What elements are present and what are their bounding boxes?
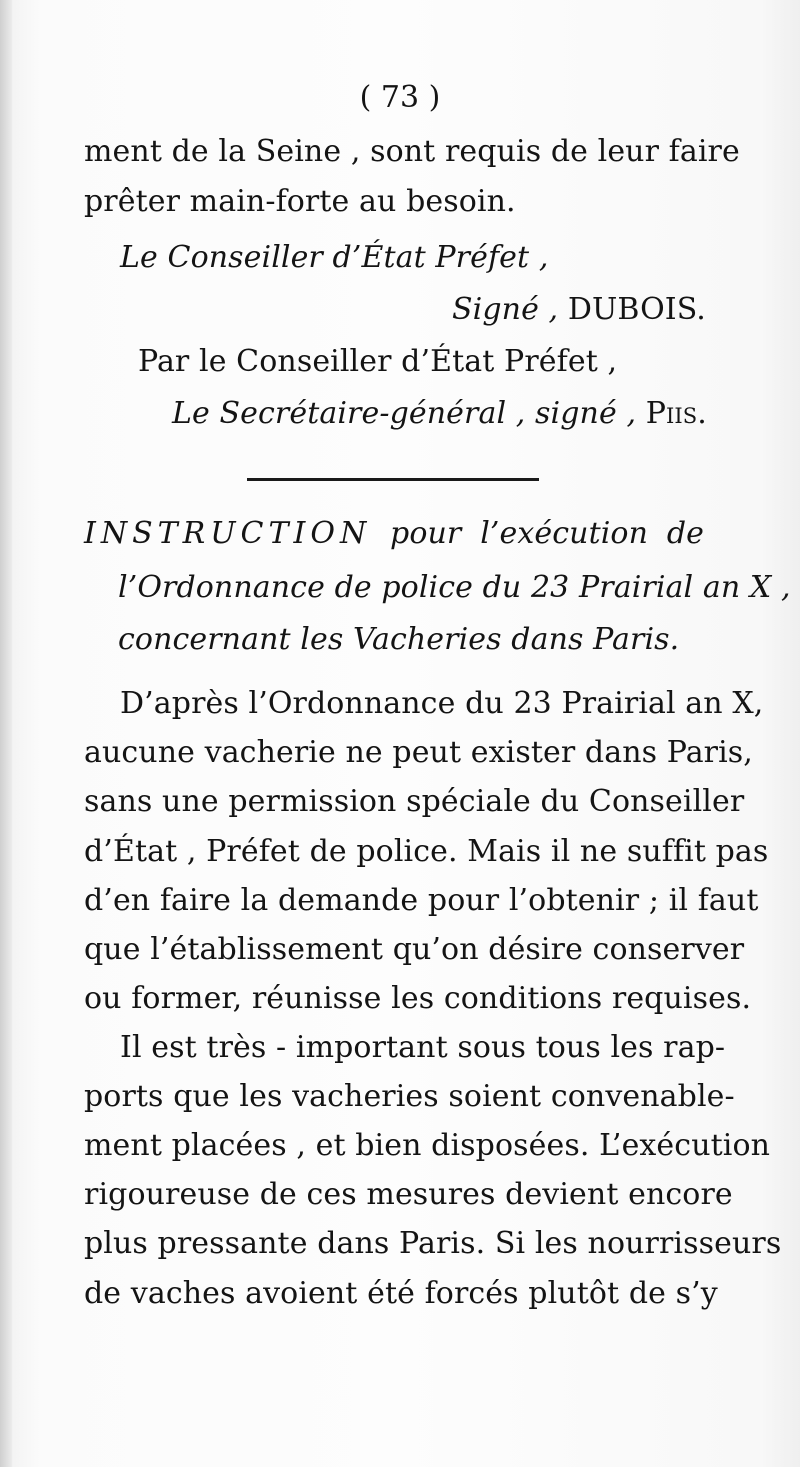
instruction-heading-line-3: concernant les Vacheries dans Paris. [118,622,680,657]
body-line-12: plus pressante dans Paris. Si les nourrisseurs [84,1226,782,1261]
body-line-10: ment placées , et bien disposées. L’exécution [84,1128,771,1163]
instruction-heading-word: INSTRUCTION [84,516,372,551]
body-line-7: ou former, réunisse les conditions requises. [84,981,752,1016]
continuation-line-2: prêter main-forte au besoin. [84,184,516,219]
body-line-9: ports que les vacheries soient convenable- [84,1079,735,1114]
body-line-13: de vaches avoient été forcés plutôt de s’y [84,1276,718,1311]
section-divider [247,478,539,481]
body-line-6: que l’établissement qu’on désire conserver [84,932,745,967]
body-line-11: rigoureuse de ces mesures devient encore [84,1177,733,1212]
instruction-heading-line-2: l’Ordonnance de police du 23 Prairial an X , [118,570,791,605]
secretary-line [172,396,707,432]
body-line-3: sans une permission spéciale du Conseiller [84,784,745,819]
secretary-title: Le Secrétaire-général , signé , [172,396,637,431]
signed-prefix: Signé , [452,292,559,327]
body-line-8: Il est très - important sous tous les rap- [120,1030,726,1065]
signature-line [452,292,706,328]
continuation-line-1: ment de la Seine , sont requis de leur faire [84,134,740,169]
instruction-heading-line-1 [84,516,704,552]
instruction-heading-rest: pour l’exécution de [390,516,705,551]
body-line-4: d’État , Préfet de police. Mais il ne suffit pas [84,834,769,869]
prefect-title: Le Conseiller d’État Préfet , [120,240,549,275]
by-line: Par le Conseiller d’État Préfet , [138,344,618,379]
body-line-5: d’en faire la demande pour l’obtenir ; il faut [84,883,759,918]
body-line-1: D’après l’Ordonnance du 23 Prairial an X, [120,686,764,721]
body-line-2: aucune vacherie ne peut exister dans Paris, [84,735,753,770]
secretary-name: Piis. [645,396,707,431]
signed-name: DUBOIS. [567,292,706,327]
page-number: ( 73 ) [359,80,441,115]
page-gutter-shadow [0,0,12,1467]
